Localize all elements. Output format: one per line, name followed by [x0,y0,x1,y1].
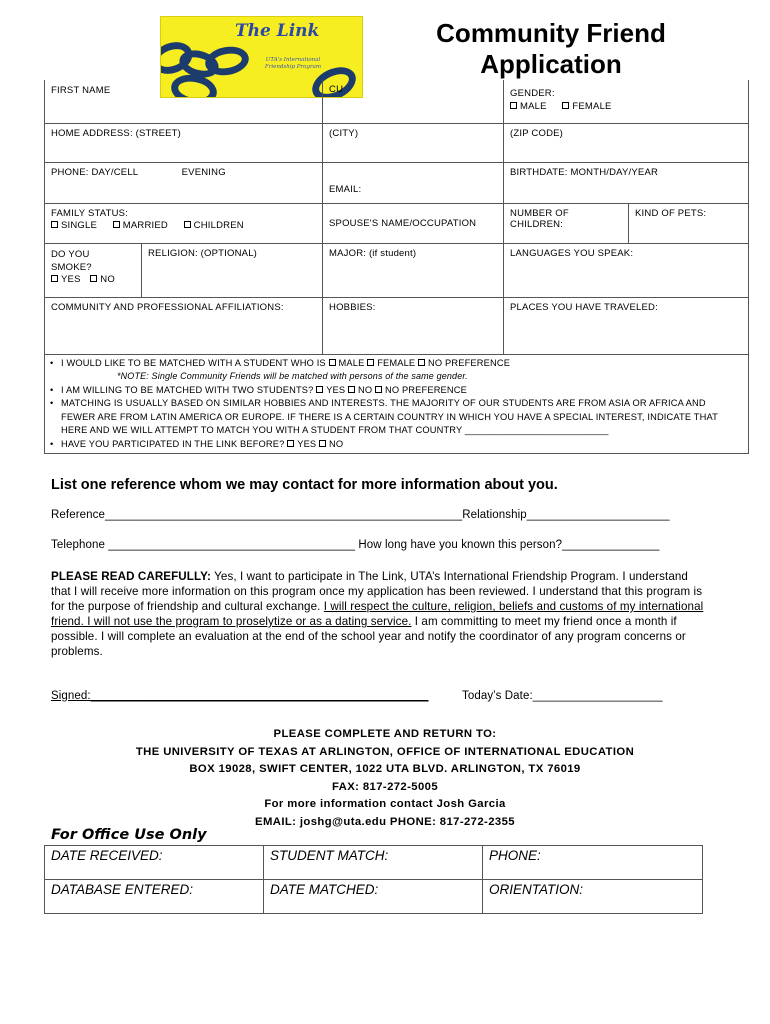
participated-yes-label: YES [297,438,317,449]
match-female-label: FEMALE [377,357,416,368]
two-yes-checkbox[interactable] [316,386,323,393]
student-match-label: STUDENT MATCH: [270,848,389,863]
languages-field[interactable] [504,243,749,297]
application-form [44,80,749,454]
return-line-3: BOX 19028, SWIFT CENTER, 1022 UTA BLVD. ARLINGTON, TX 76019 [189,763,581,775]
list-item [49,384,742,398]
home-address-label: HOME ADDRESS: (STREET) [51,127,182,139]
two-no-label: NO [357,384,373,395]
date-received-field[interactable] [45,846,264,880]
match-no-preference-label: NO PREFERENCE [428,357,511,368]
database-entered-field[interactable] [45,880,264,914]
match-male-label: MALE [338,357,365,368]
smoke-field [45,243,142,297]
student-match-field[interactable] [264,846,483,880]
places-label: PLACES YOU HAVE TRAVELED: [510,301,658,313]
spouse-label: SPOUSE'S NAME/OCCUPATION [329,217,477,229]
number-children-label: NUMBER OF CHILDREN: [510,207,569,230]
preferences-section [45,354,749,454]
first-name-label: FIRST NAME [51,85,111,96]
participated-yes-checkbox[interactable] [287,440,294,447]
birthdate-field[interactable] [504,162,749,203]
office-use-heading: For Office Use Only [51,827,207,843]
smoke-yes-checkbox[interactable] [51,275,58,282]
return-info [0,726,770,831]
office-use-table [44,845,703,914]
city-field[interactable] [323,123,504,162]
smoke-label: DO YOU SMOKE? [51,248,92,273]
return-line-5: For more information contact Josh Garcia [264,798,506,810]
orientation-label: ORIENTATION: [489,882,583,897]
match-no-preference-checkbox[interactable] [418,359,425,366]
date-matched-label: DATE MATCHED: [270,882,379,897]
zip-field[interactable] [504,123,749,162]
places-field[interactable] [504,297,749,354]
agreement-paragraph [51,569,711,659]
matching-text: MATCHING IS USUALLY BASED ON SIMILAR HOBBIES AND INTERESTS. THE MAJORITY OF OUR STUDENTS ARE FROM ASIA OR AFRICA AND FEWER ARE FROM LATIN AMERICA OR EUROPE. IF THERE IS A CERTAIN COUNTRY IN WHICH YOU HAVE A SPECIAL INTEREST, INDICATE THAT HERE AND WE WILL ATTEMPT TO MATCH YOU WITH A STUDENT FROM THAT COUNTRY ___________________________ [61,398,718,435]
date-matched-field[interactable] [264,880,483,914]
signed-blank: ____________________________________________________ [90,690,429,702]
match-male-checkbox[interactable] [329,359,336,366]
married-checkbox[interactable] [113,221,120,228]
two-yes-label: YES [326,384,346,395]
agreement-text-2: I am committing to meet my friend once a month if possible. I will complete an evaluation at the end of the school year and notify the coordinator of any program concerns or problems. [51,615,686,658]
smoke-no-checkbox[interactable] [90,275,97,282]
affiliations-field[interactable] [45,297,323,354]
todays-date-line[interactable]: Today’s Date:____________________ [462,690,663,702]
reference-line[interactable]: Reference_______________________________________________________Relationship______________________ [51,509,670,521]
return-line-6: EMAIL: joshg@uta.edu PHONE: 817-272-2355 [255,815,515,828]
religion-label: RELIGION: (OPTIONAL) [148,247,258,259]
page-title: Community Friend Application [436,18,666,79]
major-label: MAJOR: (if student) [329,247,417,259]
return-line-1: PLEASE COMPLETE AND RETURN TO: [273,728,497,740]
married-label: MARRIED [122,219,168,231]
gender-field [504,80,749,123]
match-gender-text: I WOULD LIKE TO BE MATCHED WITH A STUDENT WHO IS [61,357,326,368]
two-no-preference-label: NO PREFERENCE [384,384,467,395]
home-address-field[interactable] [45,123,323,162]
city-label: (CITY) [329,127,359,139]
birthdate-label: BIRTHDATE: MONTH/DAY/YEAR [510,166,659,178]
last-name-label: CU [329,84,344,95]
number-children-field[interactable] [504,203,629,243]
affiliations-label: COMMUNITY AND PROFESSIONAL AFFILIATIONS: [51,301,284,313]
participated-no-label: NO [329,438,344,449]
participated-text: HAVE YOU PARTICIPATED IN THE LINK BEFORE? [61,438,285,449]
date-received-label: DATE RECEIVED: [51,848,163,863]
reference-heading: List one reference whom we may contact for more information about you. [51,477,558,493]
signed-label: Signed: [51,690,91,702]
phone-evening-label: EVENING [181,166,226,178]
participated-no-checkbox[interactable] [319,440,326,447]
two-students-text: I AM WILLING TO BE MATCHED WITH TWO STUDENTS? [61,384,314,395]
male-label: MALE [520,101,547,112]
first-name-field[interactable] [45,80,323,123]
agreement-text-1: Yes, I want to participate in The Link, UTA’s International Friendship Program. I understand that I will receive more information on this program once my application has been reviewed. I understand that this program is for the purpose of friendship and cultural exchange. [51,570,703,613]
agreement-lead: PLEASE READ CAREFULLY: [51,570,212,583]
office-phone-field[interactable] [483,846,703,880]
family-status-field [45,203,323,243]
languages-label: LANGUAGES YOU SPEAK: [510,247,634,259]
gender-label: GENDER: [510,88,555,99]
major-field[interactable] [323,243,504,297]
signature-line[interactable] [51,690,429,702]
single-checkbox[interactable] [51,221,58,228]
two-no-preference-checkbox[interactable] [375,386,382,393]
database-entered-label: DATABASE ENTERED: [51,882,194,897]
zip-label: (ZIP CODE) [510,127,564,139]
male-checkbox[interactable] [510,102,517,109]
hobbies-label: HOBBIES: [329,301,376,313]
office-phone-label: PHONE: [489,848,541,863]
list-item [49,397,742,438]
return-line-2: THE UNIVERSITY OF TEXAS AT ARLINGTON, OFFICE OF INTERNATIONAL EDUCATION [135,745,635,758]
return-line-4: FAX: 817-272-5005 [331,780,439,793]
hobbies-field[interactable] [323,297,504,354]
list-item [49,438,742,452]
logo-subtitle: UTA's International Friendship Program [264,57,322,70]
telephone-line[interactable]: Telephone ______________________________________ How long have you known this person?_______________ [51,539,660,551]
last-name-field[interactable] [323,80,504,123]
phone-field[interactable] [45,162,323,203]
pets-label: KIND OF PETS: [635,207,707,219]
two-no-checkbox[interactable] [348,386,355,393]
single-label: SINGLE [61,219,98,231]
orientation-field[interactable] [483,880,703,914]
single-note: *NOTE: Single Community Friends will be matched with persons of the same gender. [117,371,468,381]
list-item [49,357,742,384]
pets-field[interactable] [629,203,749,243]
phone-day-label: PHONE: DAY/CELL [51,166,138,178]
match-female-checkbox[interactable] [367,359,374,366]
spouse-field[interactable] [323,203,504,243]
smoke-no-label: NO [100,273,115,285]
email-field[interactable] [323,162,504,203]
smoke-yes-label: YES [61,273,81,285]
family-status-label: FAMILY STATUS: [51,207,129,219]
children-label: CHILDREN [193,219,244,231]
email-label: EMAIL: [329,183,362,195]
children-checkbox[interactable] [184,221,191,228]
religion-field[interactable] [142,243,323,297]
preferences-list [49,357,742,452]
female-checkbox[interactable] [562,102,569,109]
female-label: FEMALE [572,101,612,112]
logo-title: The Link [235,21,320,41]
agreement-underlined: I will respect the culture, religion, beliefs and customs of my international friend. I will not use the program to proselytize or as a dating service. [51,600,704,628]
